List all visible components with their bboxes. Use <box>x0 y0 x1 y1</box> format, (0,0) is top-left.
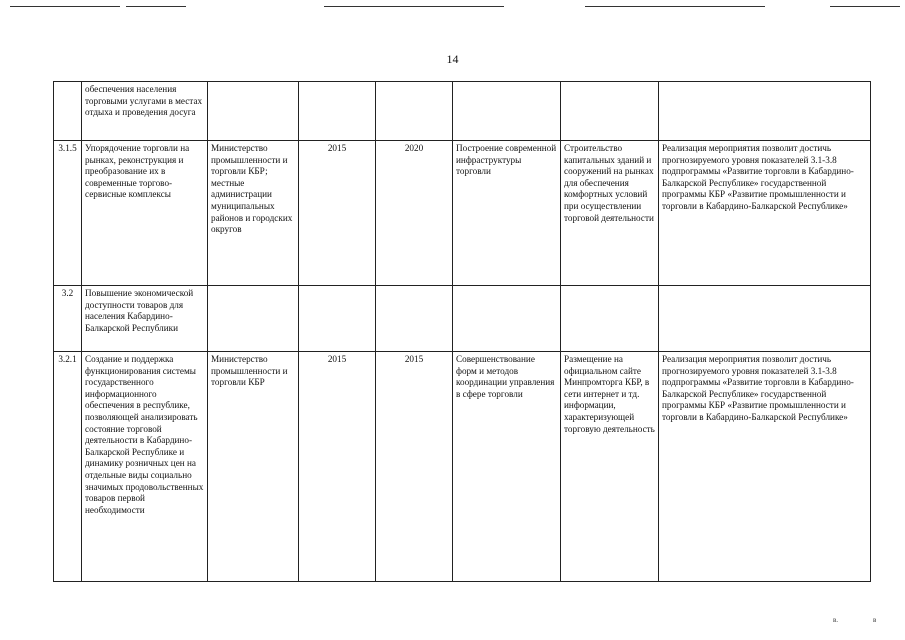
row-number: 3.2 <box>54 286 82 352</box>
end-year: 2020 <box>376 141 453 286</box>
content: Размещение на официальном сайте Минпромторга КБР, в сети интернет и тд. информации, характеризующей торговую деятельность <box>561 352 659 582</box>
direction <box>453 286 561 352</box>
row-number: 3.2.1 <box>54 352 82 582</box>
header-rule-3 <box>324 6 504 7</box>
direction: Построение современной инфраструктуры торговли <box>453 141 561 286</box>
expected-result: Реализация мероприятия позволит достичь прогнозируемого уровня показателей 3.1-3.8 подпрограммы «Развитие торговли в Кабардино-Балкарской Республике» государственной программы КБР «Развитие промышленности и торговли в Кабардино-Балкарской Республике» <box>659 141 871 286</box>
table-row <box>54 82 871 141</box>
end-year <box>376 286 453 352</box>
row-number <box>54 82 82 141</box>
expected-result: Реализация мероприятия позволит достичь прогнозируемого уровня показателей 3.1-3.8 подпрограммы «Развитие торговли в Кабардино-Балкарской Республике» государственной программы КБР «Развитие промышленности и торговли в Кабардино-Балкарской Республике» <box>659 352 871 582</box>
expected-result <box>659 286 871 352</box>
measure-name: Упорядочение торговли на рынках, реконструкция и преобразование их в современные торгово-сервисные комплексы <box>82 141 208 286</box>
page-number: 14 <box>446 52 459 66</box>
row-number: 3.1.5 <box>54 141 82 286</box>
executor: Министерство промышленности и торговли КБР; местные администрации муниципальных районов и городских округов <box>208 141 299 286</box>
expected-result <box>659 82 871 141</box>
content: Строительство капитальных зданий и сооружений на рынках для обеспечения комфортных условий при осуществлении торговой деятельности <box>561 141 659 286</box>
executor: Министерство промышленности и торговли КБР <box>208 352 299 582</box>
content <box>561 286 659 352</box>
end-year: 2015 <box>376 352 453 582</box>
header-rule-4 <box>585 6 765 7</box>
start-year: 2015 <box>299 141 376 286</box>
end-year <box>376 82 453 141</box>
start-year <box>299 82 376 141</box>
start-year: 2015 <box>299 352 376 582</box>
table-row <box>54 141 871 286</box>
header-rule-2 <box>126 6 186 7</box>
measures-table <box>53 81 871 582</box>
direction: Совершенствование форм и методов координации управления в сфере торговли <box>453 352 561 582</box>
content <box>561 82 659 141</box>
header-rule-1 <box>10 6 120 7</box>
table-row <box>54 286 871 352</box>
start-year <box>299 286 376 352</box>
direction <box>453 82 561 141</box>
executor <box>208 286 299 352</box>
corner-mark: в <box>873 616 877 624</box>
executor <box>208 82 299 141</box>
measure-name: обеспечения населения торговыми услугами в местах отдыха и проведения досуга <box>82 82 208 141</box>
measure-name: Повышение экономической доступности товаров для населения Кабардино-Балкарской Республики <box>82 286 208 352</box>
table-row <box>54 352 871 582</box>
header-rule-5 <box>830 6 900 7</box>
corner-mark: в. <box>833 616 839 624</box>
measure-name: Создание и поддержка функционирования системы государственного информационного обеспечения в республике, позволяющей анализировать состояние торговой деятельности в Кабардино-Балкарской Республике и динамику розничных цен на отдельные виды социально значимых продовольственных товаров первой необходимости <box>82 352 208 582</box>
